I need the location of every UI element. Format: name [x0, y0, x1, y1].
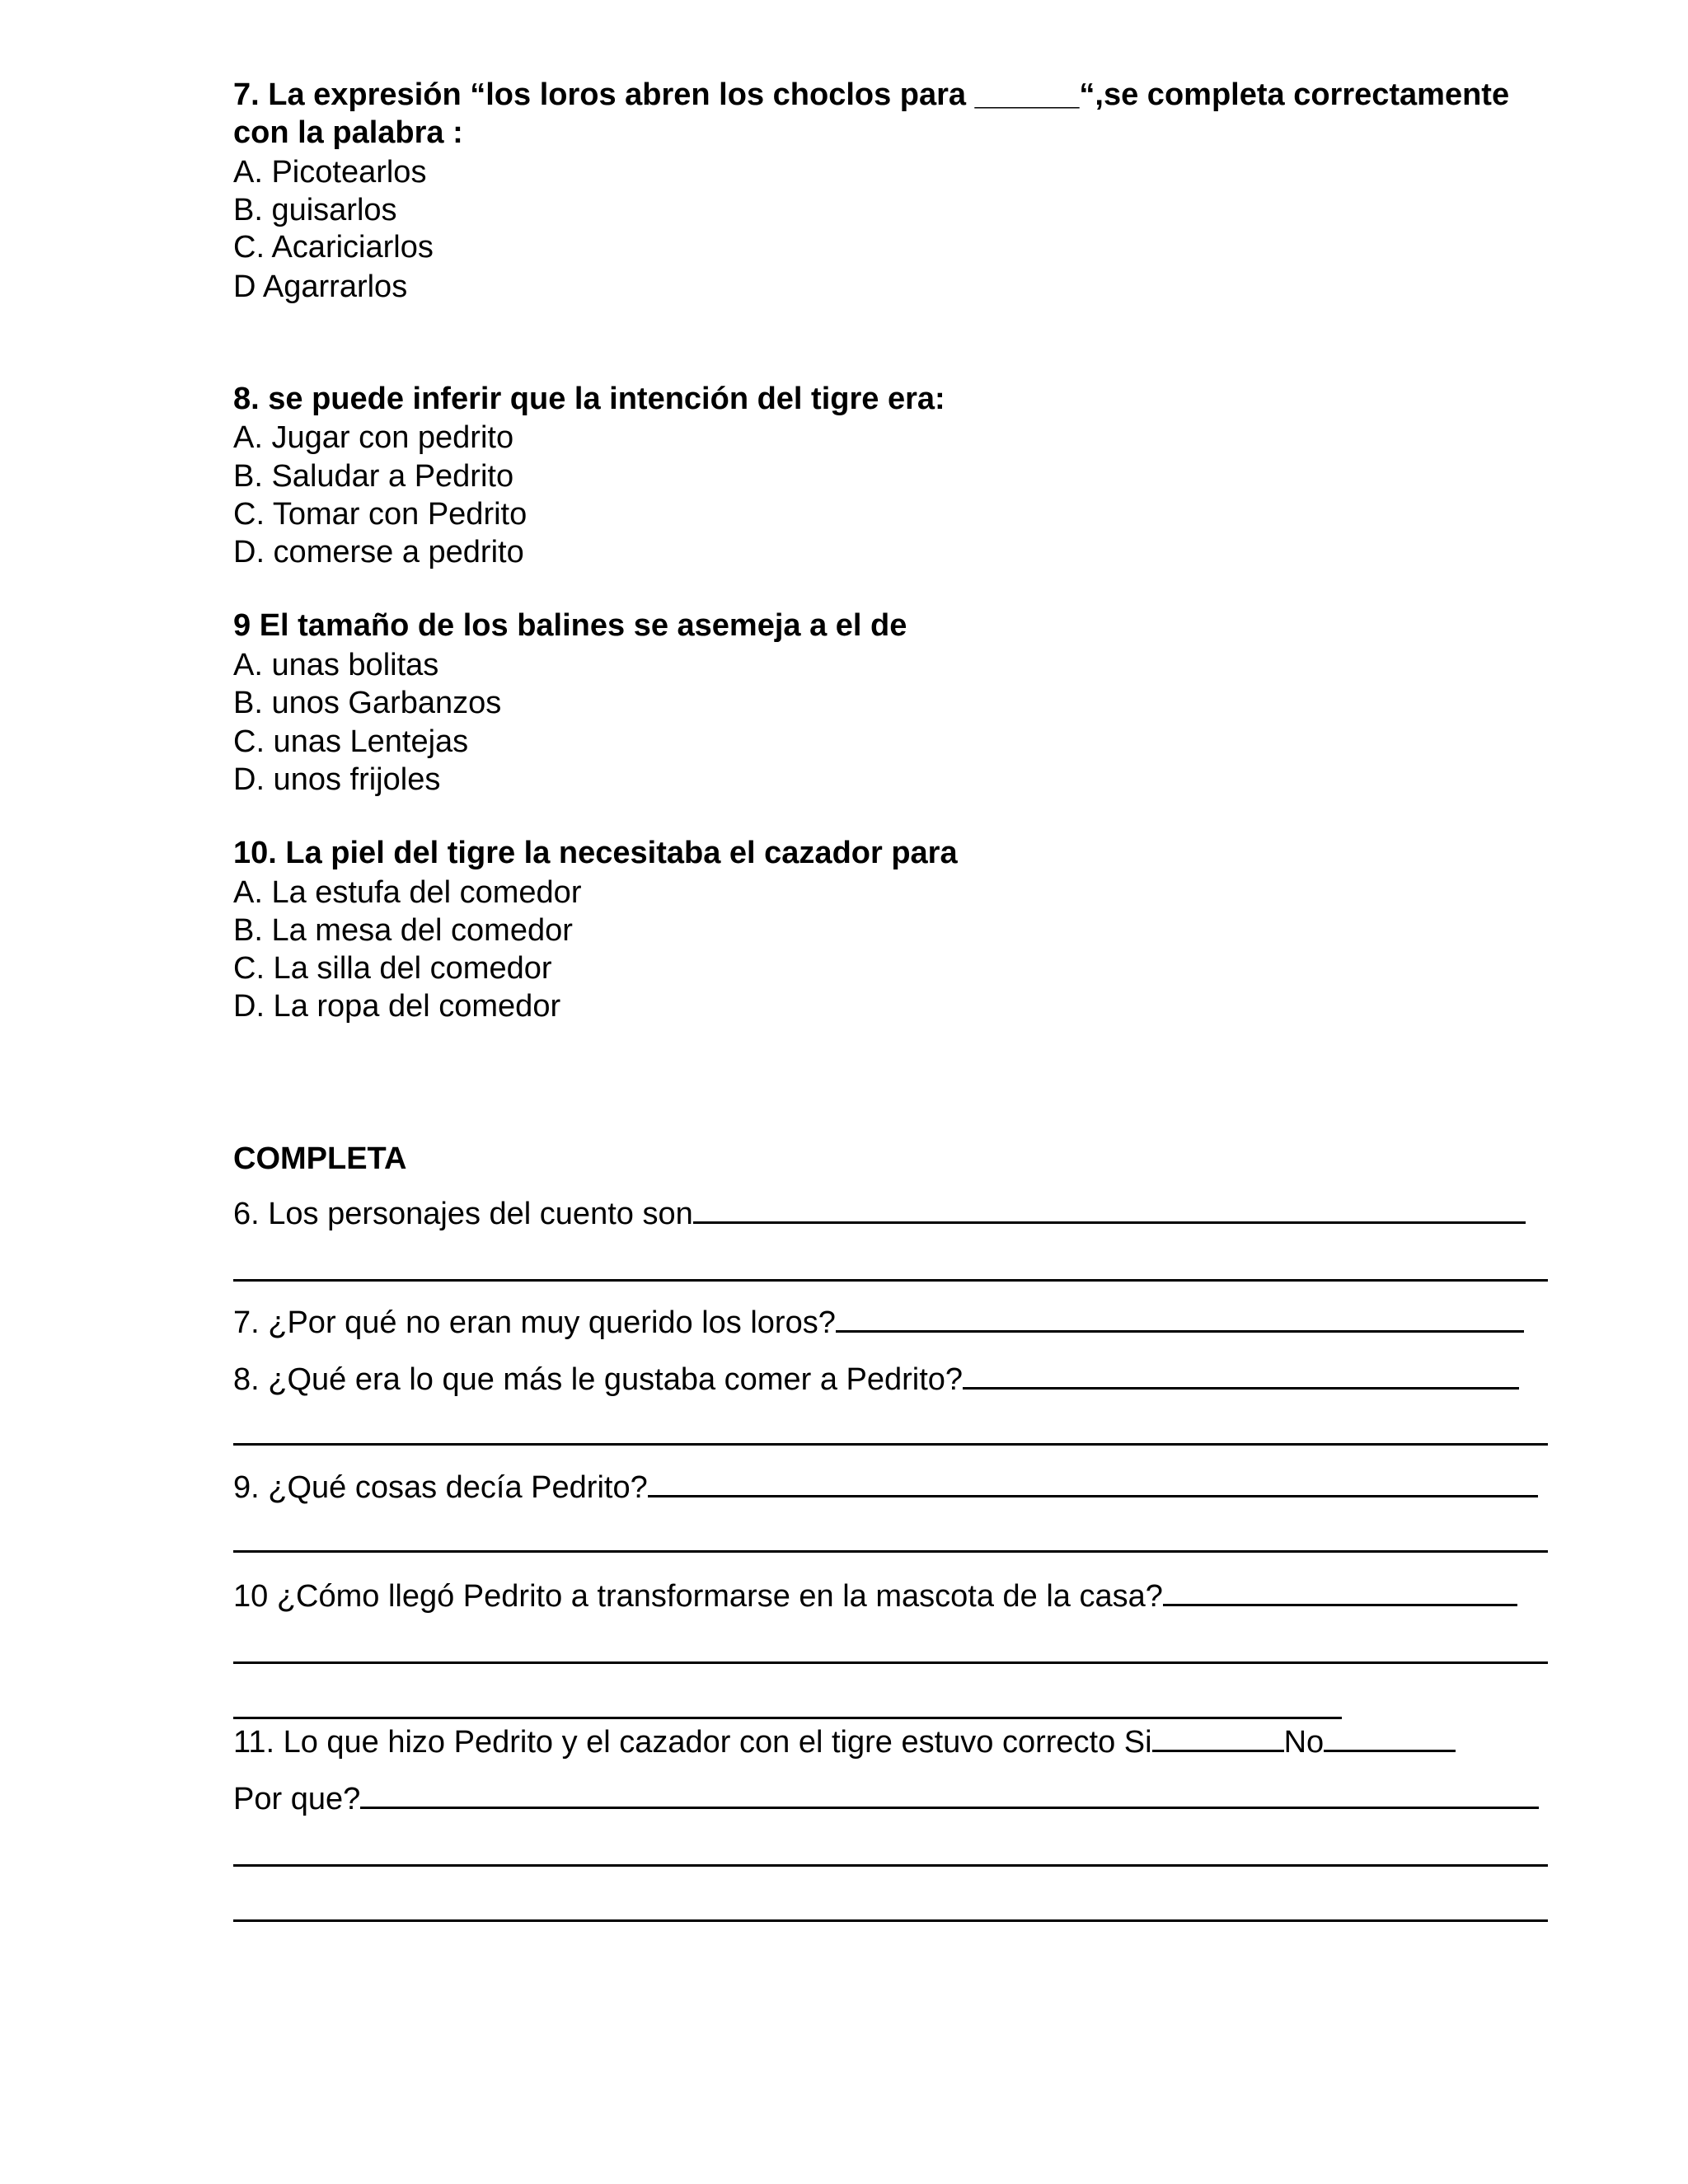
q10-option-d: D. La ropa del comedor — [233, 989, 561, 1024]
q10-option-c: C. La silla del comedor — [233, 951, 552, 986]
answer-line-6b[interactable] — [233, 1279, 1548, 1282]
q8-title: 8. se puede inferir que la intención del tigre era: — [233, 382, 945, 416]
q7-option-c: C. Acariciarlos — [233, 230, 434, 265]
q9-option-d: D. unos frijoles — [233, 762, 441, 797]
answer-line-9b[interactable] — [233, 1550, 1548, 1553]
answer-blank-11-why[interactable] — [360, 1779, 1539, 1809]
q7-option-a: A. Picotearlos — [233, 155, 427, 190]
completa-item-8-text: 8. ¿Qué era lo que más le gustaba comer a Pedrito? — [233, 1362, 964, 1397]
answer-blank-7[interactable] — [836, 1302, 1524, 1333]
completa-item-11 — [233, 1722, 1456, 1761]
completa-item-11-why — [233, 1779, 1539, 1818]
q9-title: 9 El tamaño de los balines se asemeja a el de — [233, 608, 907, 643]
answer-line-10b[interactable] — [233, 1661, 1548, 1664]
q10-option-b: B. La mesa del comedor — [233, 913, 573, 948]
completa-item-9-text: 9. ¿Qué cosas decía Pedrito? — [233, 1470, 648, 1505]
q8-option-a: A. Jugar con pedrito — [233, 420, 514, 455]
completa-heading: COMPLETA — [233, 1141, 407, 1176]
completa-item-11-why-text: Por que? — [233, 1782, 361, 1816]
q8-option-c: C. Tomar con Pedrito — [233, 497, 528, 532]
answer-blank-8[interactable] — [963, 1359, 1519, 1390]
q7-title-line1: 7. La expresión “los loros abren los choclos para ______“,se completa correctamente — [233, 77, 1510, 112]
q7-title-line2: con la palabra : — [233, 115, 463, 150]
answer-blank-11-si[interactable] — [1152, 1722, 1284, 1752]
answer-blank-9[interactable] — [648, 1467, 1538, 1497]
q7-option-b: B. guisarlos — [233, 193, 397, 227]
completa-item-10-text: 10 ¿Cómo llegó Pedrito a transformarse en la mascota de la casa? — [233, 1579, 1163, 1614]
answer-line-11c[interactable] — [233, 1919, 1548, 1922]
q8-option-d: D. comerse a pedrito — [233, 535, 524, 569]
completa-item-10 — [233, 1576, 1517, 1615]
q10-option-a: A. La estufa del comedor — [233, 875, 582, 910]
answer-blank-10[interactable] — [1163, 1576, 1517, 1606]
completa-item-7 — [233, 1302, 1524, 1342]
completa-item-6 — [233, 1193, 1526, 1233]
answer-line-10c[interactable] — [233, 1717, 1342, 1719]
answer-line-11b[interactable] — [233, 1864, 1548, 1867]
completa-item-8 — [233, 1359, 1519, 1399]
answer-blank-6[interactable] — [693, 1193, 1526, 1224]
completa-item-11-text: 11. Lo que hizo Pedrito y el cazador con el tigre estuvo correcto Si — [233, 1725, 1152, 1760]
q10-title: 10. La piel del tigre la necesitaba el cazador para — [233, 836, 958, 870]
answer-blank-11-no[interactable] — [1324, 1722, 1456, 1752]
completa-item-11-no: No — [1283, 1725, 1325, 1760]
q9-option-a: A. unas bolitas — [233, 648, 439, 682]
q9-option-c: C. unas Lentejas — [233, 724, 469, 759]
q7-option-d: D Agarrarlos — [233, 269, 408, 304]
q8-option-b: B. Saludar a Pedrito — [233, 459, 514, 494]
completa-item-9 — [233, 1467, 1538, 1507]
q9-option-b: B. unos Garbanzos — [233, 686, 502, 720]
completa-item-7-text: 7. ¿Por qué no eran muy querido los loros? — [233, 1305, 836, 1340]
answer-line-8b[interactable] — [233, 1443, 1548, 1446]
completa-item-6-text: 6. Los personajes del cuento son — [233, 1197, 693, 1231]
